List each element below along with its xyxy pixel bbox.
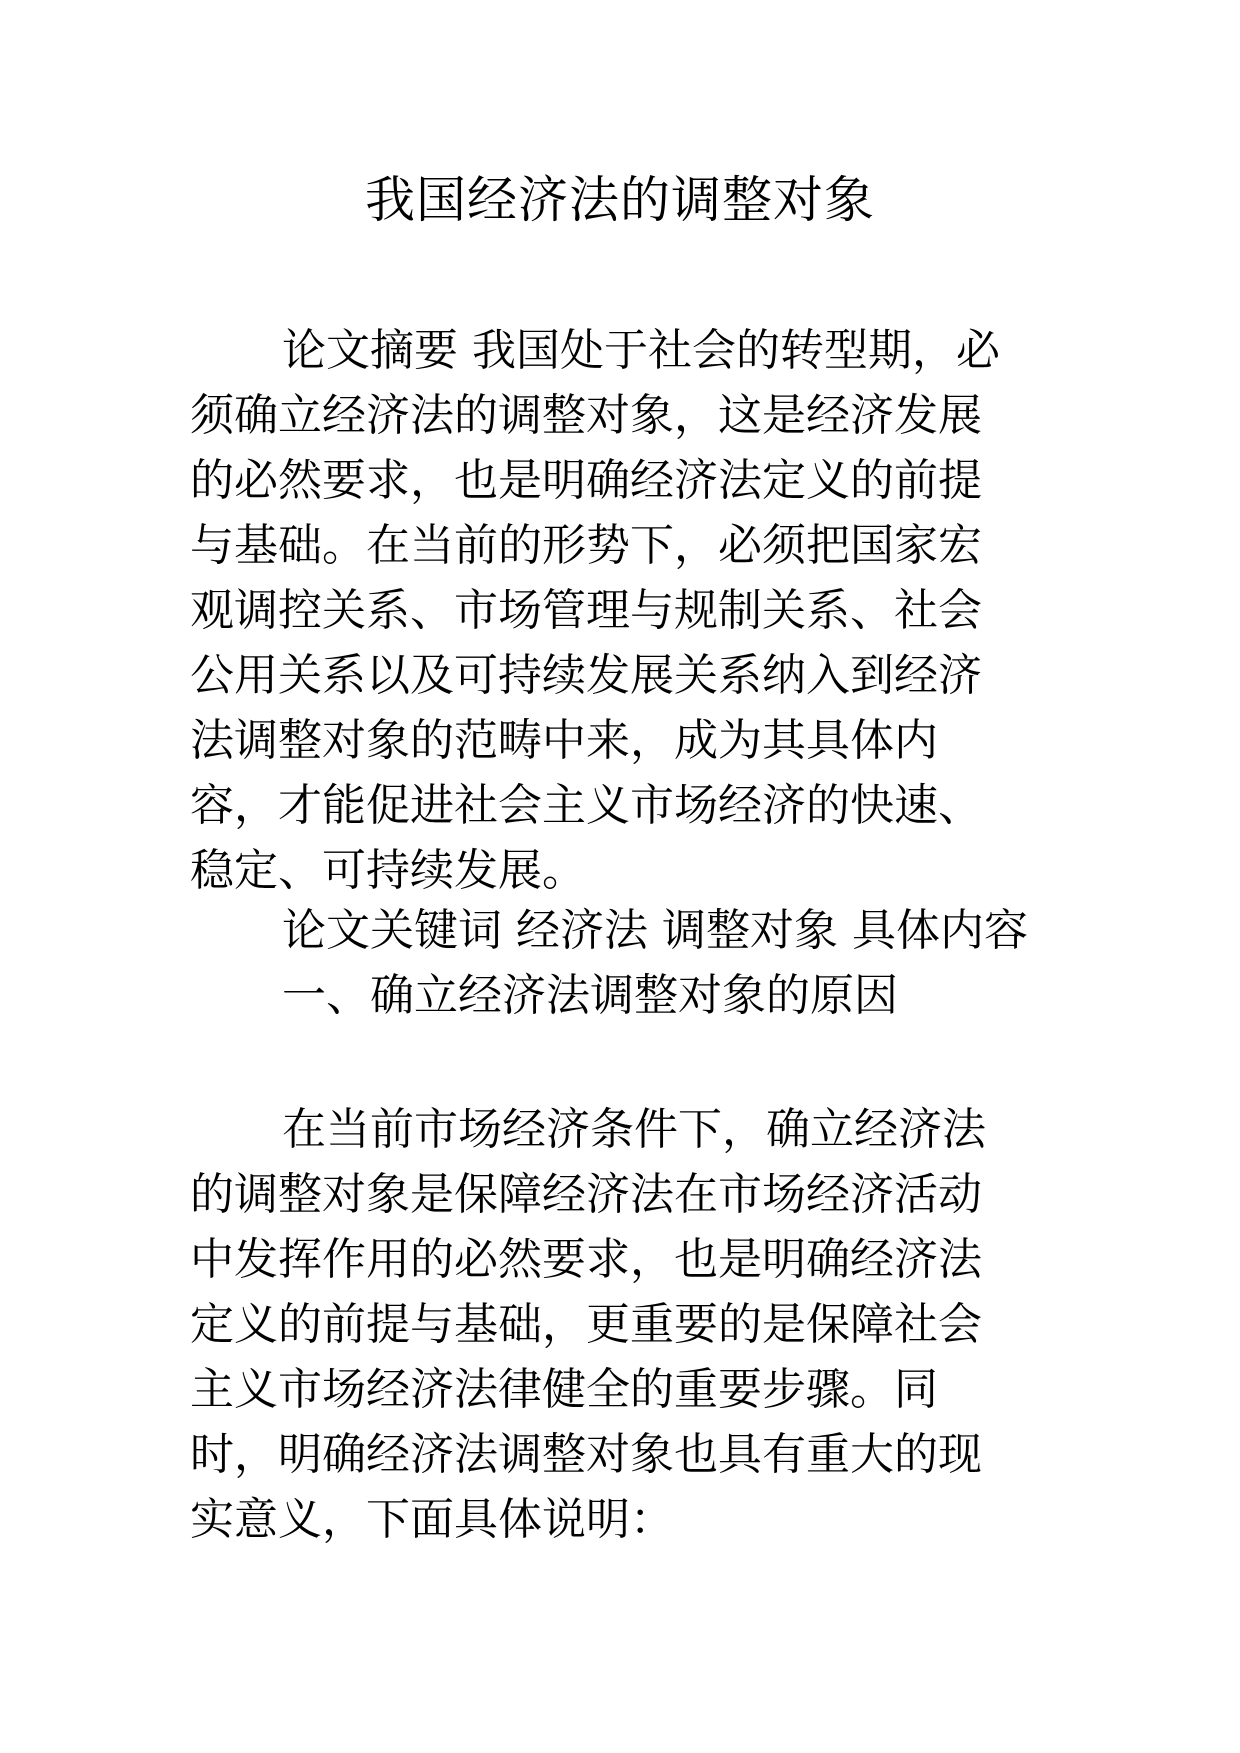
abstract-line: 法调整对象的范畴中来，成为其具体内 (190, 715, 938, 766)
abstract-line: 须确立经济法的调整对象，这是经济发展 (190, 390, 982, 441)
abstract-line: 观调控关系、市场管理与规制关系、社会 (190, 585, 982, 636)
body-paragraph (190, 1097, 1020, 1552)
paragraph-line: 定义的前提与基础，更重要的是保障社会 (190, 1299, 982, 1350)
abstract-line: 容，才能促进社会主义市场经济的快速、 (190, 780, 982, 831)
section-heading-text: 一、确立经济法调整对象的原因 (282, 970, 898, 1021)
keywords-paragraph (190, 898, 1028, 963)
document-title: 我国经济法的调整对象 (365, 171, 875, 229)
abstract-line: 论文摘要 我国处于社会的转型期，必 (282, 325, 1000, 376)
paragraph-line: 的调整对象是保障经济法在市场经济活动 (190, 1169, 982, 1220)
keywords-line: 论文关键词 经济法 调整对象 具体内容 (282, 905, 1028, 956)
paragraph-line: 中发挥作用的必然要求，也是明确经济法 (190, 1234, 982, 1285)
abstract-line: 与基础。在当前的形势下，必须把国家宏 (190, 520, 982, 571)
abstract-line: 稳定、可持续发展。 (190, 845, 586, 896)
paragraph-line: 实意义，下面具体说明： (190, 1494, 674, 1545)
section-heading (190, 963, 1020, 1028)
paragraph-line: 在当前市场经济条件下，确立经济法 (282, 1104, 986, 1155)
abstract-paragraph (190, 318, 1020, 903)
abstract-line: 的必然要求，也是明确经济法定义的前提 (190, 455, 982, 506)
abstract-line: 公用关系以及可持续发展关系纳入到经济 (190, 650, 982, 701)
paragraph-line: 时，明确经济法调整对象也具有重大的现 (190, 1429, 982, 1480)
paragraph-line: 主义市场经济法律健全的重要步骤。同 (190, 1364, 938, 1415)
